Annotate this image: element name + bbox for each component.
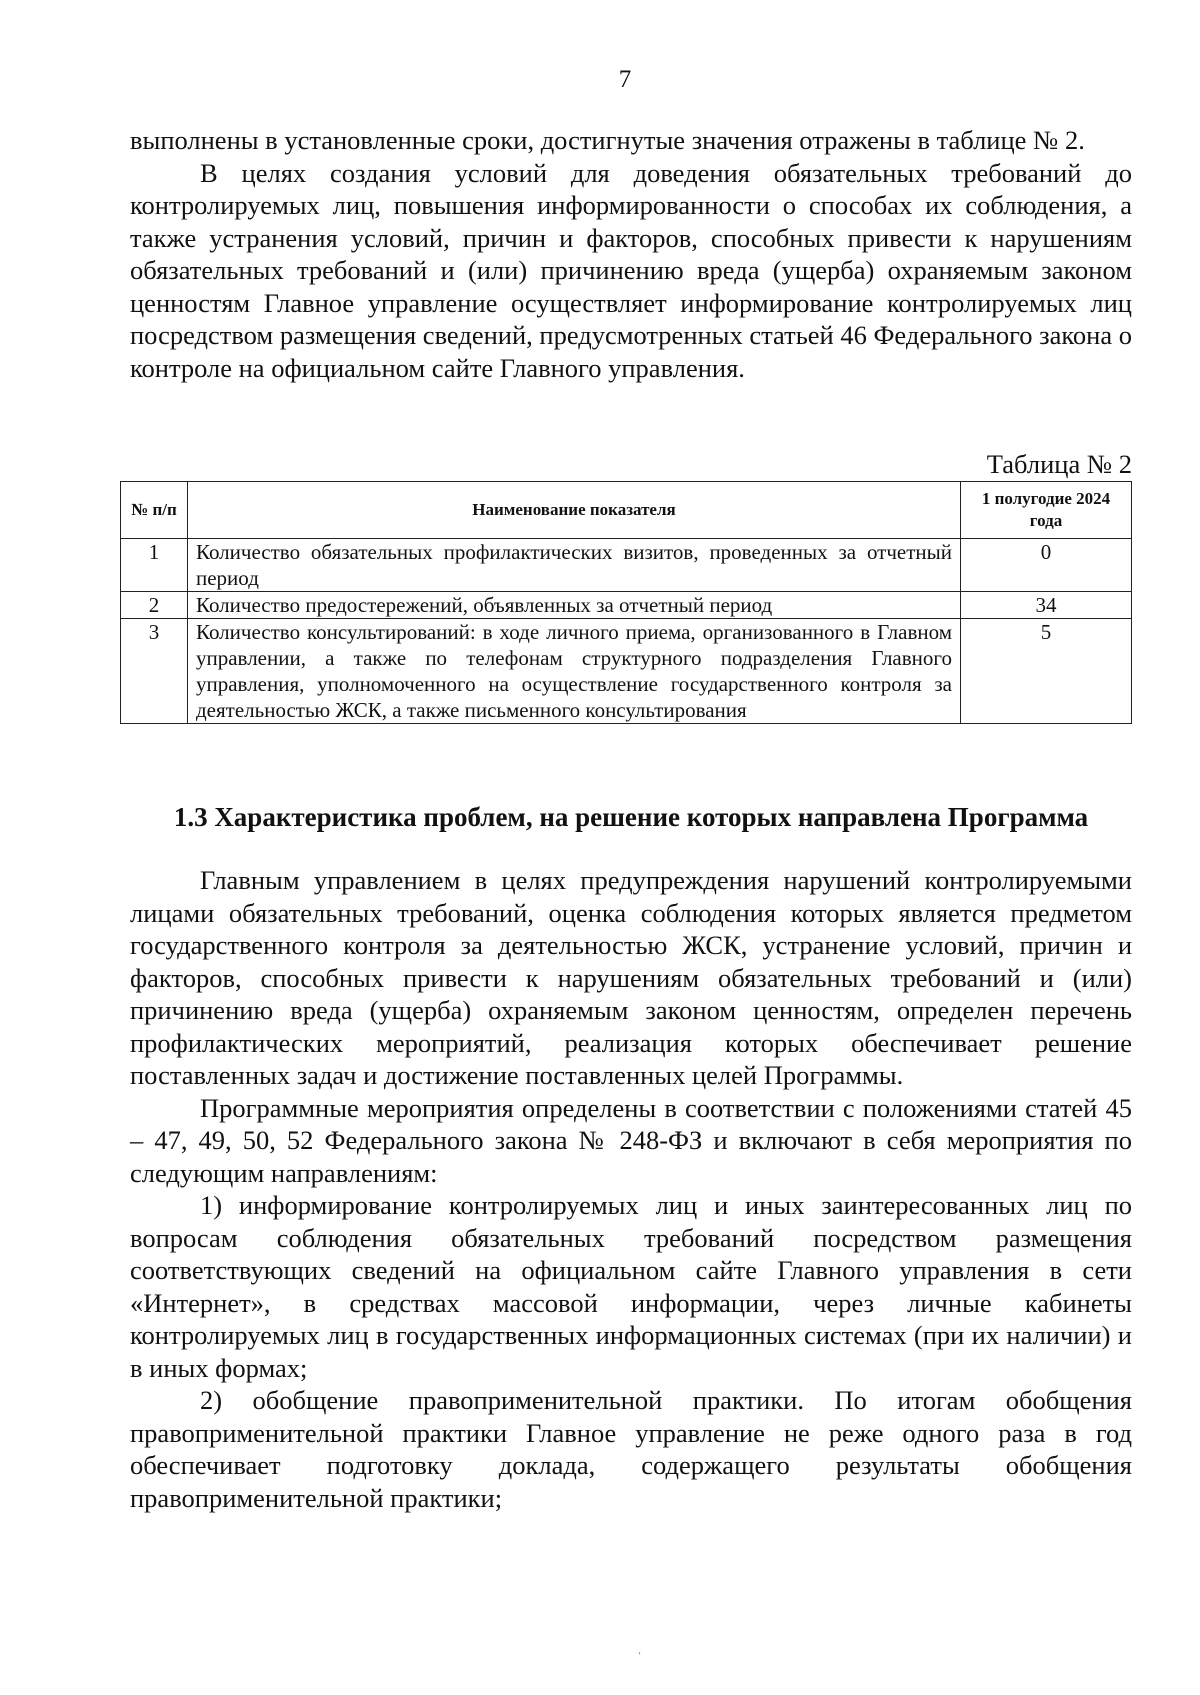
row-value: 0 (961, 539, 1132, 592)
intro-paragraph-1: выполнены в установленные сроки, достигнутые значения отражены в таблице № 2. (130, 125, 1085, 155)
row-num: 3 (121, 619, 188, 724)
header-name: Наименование показателя (188, 482, 961, 539)
table-row (121, 539, 1132, 592)
row-name: Количество предостережений, объявленных за отчетный период (188, 592, 961, 619)
row-num: 1 (121, 539, 188, 592)
table-caption: Таблица № 2 (986, 449, 1132, 479)
row-value: 34 (961, 592, 1132, 619)
header-num: № п/п (121, 482, 188, 539)
row-name: Количество консультирований: в ходе личного приема, организованного в Главном управлении, а также по телефонам структурного подразделения Главного управления, уполномоченного на осуществление государственного контроля за деятельностью ЖСК, а также письменного консультирования (188, 619, 961, 724)
table-row (121, 592, 1132, 619)
table-header-row (121, 482, 1132, 539)
section-paragraph-3: 1) информирование контролируемых лиц и иных заинтересованных лиц по вопросам соблюдения обязательных требований посредством размещения соответствующих сведений на официальном сайте Главного управления в сети «Интернет», в средствах массовой информации, через личные кабинеты контролируемых лиц в государственных информационных системах (при их наличии) и в иных формах; (130, 1190, 1132, 1383)
intro-text (130, 124, 1132, 384)
section-paragraph-2: Программные мероприятия определены в соответствии с положениями статей 45 – 47, 49, 50, 52 Федерального закона № 248-ФЗ и включают в себя мероприятия по следующим направлениям: (130, 1092, 1132, 1188)
section-paragraph-1: Главным управлением в целях предупреждения нарушений контролируемыми лицами обязательных требований, оценка соблюдения которых является предметом государственного контроля за деятельностью ЖСК, устранение условий, причин и факторов, способных привести к нарушениям обязательных требований и (или) причинению вреда (ущерба) охраняемым законом ценностям, определен перечень профилактических мероприятий, реализация которых обеспечивает решение поставленных задач и достижение поставленных целей Программы. (130, 865, 1132, 1090)
row-value: 5 (961, 619, 1132, 724)
header-value: 1 полугодие 2024 года (961, 482, 1132, 539)
section-text (130, 864, 1132, 1514)
section-paragraph-4: 2) обобщение правоприменительной практики. По итогам обобщения правоприменительной практики Главное управление не реже одного раза в год обеспечивает подготовку доклада, содержащего результаты обобщения правоприменительной практики; (130, 1385, 1132, 1513)
indicators-table (120, 481, 1132, 724)
section-heading: 1.3 Характеристика проблем, на решение которых направлена Программа (173, 802, 1089, 832)
intro-paragraph-2: В целях создания условий для доведения обязательных требований до контролируемых лиц, повышения информированности о способах их соблюдения, а также устранения условий, причин и факторов, способных привести к нарушениям обязательных требований и (или) причинению вреда (ущерба) охраняемым законом ценностям Главное управление осуществляет информирование контролируемых лиц посредством размещения сведений, предусмотренных статьей 46 Федерального закона о контроле на официальном сайте Главного управления. (130, 157, 1132, 383)
row-num: 2 (121, 592, 188, 619)
page-number: 7 (618, 66, 632, 93)
row-name: Количество обязательных профилактических визитов, проведенных за отчетный период (188, 539, 961, 592)
scan-artifact-mark: ˈ (637, 1650, 643, 1667)
table-row (121, 619, 1132, 724)
